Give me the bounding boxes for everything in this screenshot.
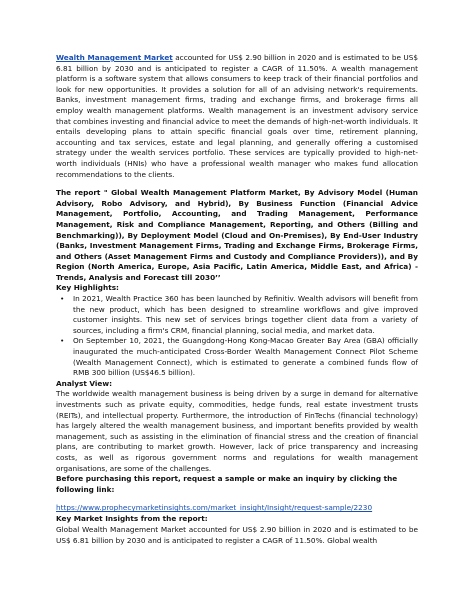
analyst-view-heading: Analyst View: [56, 378, 113, 388]
key-insights-paragraph: Global Wealth Management Market accounted for US$ 2.90 billion in 2020 and is estimated to be US$ 6.81 billion by 2030 and is anticipated to register a CAGR of 11.50%. Global wealth [56, 524, 418, 545]
bullet-icon: • [60, 336, 65, 346]
document-page [56, 53, 418, 546]
list-item [56, 294, 418, 336]
sample-request-link[interactable]: https://www.prophecymarketinsights.com/market_insight/Insight/request-sample/2230 [56, 503, 373, 513]
key-highlights-heading: Key Highlights: [56, 283, 119, 293]
key-highlights-list [56, 294, 418, 379]
bullet-icon: • [60, 294, 65, 304]
intro-text: accounted for US$ 2.90 billion in 2020 and is estimated to be US$ 6.81 billion by 2030 and is anticipated to register a CAGR of 11.50%. A wealth management platform is a software system that allows consumers to keep track of their financial portfolios and look for new opportunities. It provides a solution for all of an advising network's requirements. Banks, investment management firms, trading and exchange firms, and brokerage firms all employ wealth management platforms. Wealth management is an investment advisory service that combines investing and financial advice to meet the demands of high-net-worth individuals. It entails developing plans to attain specific financial goals over time, retirement planning, accounting and tax services, estate and legal planning, and generally offering a customised strategy under the wealth services portfolio. These services are typically provided to high-net-worth individuals (HNIs) who have a professional wealth manager who makes fund allocation recommendations to the clients. [56, 53, 419, 179]
analyst-view-paragraph: The worldwide wealth management business is being driven by a surge in demand for alternative investments such as private equity, commodities, hedge funds, real estate investment trusts (REITs), and intellectual property. Furthermore, the introduction of FinTechs (financial technology) has largely altered the wealth management business, and important benefits provided by wealth management, such as assisting in the elimination of financial stress and the creation of financial plans, are contributing to market growth. However, lack of price transparency and increasing costs, as well as rigorous government norms and regulations for wealth management organisations, are some of the challenges. [56, 389, 418, 473]
report-title: The report " Global Wealth Management Platform Market, By Advisory Model (Human Advisory, Robo Advisory, and Hybrid), By Business Function (Financial Advice Management, Portfolio, Accounting, and Trading Management, Performance Management, Risk and Compliance Management, Reporting, and Others (Billing and Benchmarking)), By Deployment Model (Cloud and On-Premises), By End-User Industry (Banks, Investment Management Firms, Trading and Exchange Firms, Brokerage Firms, and Others (Asset Management Firms and Custody and Compliance Providers)), and By Region (North America, Europe, Asia Pacific, Latin America, Middle East, and Africa) - Trends, Analysis and Forecast till 2030’’ [56, 188, 418, 282]
intro-paragraph [56, 53, 418, 180]
key-insights-heading: Key Market Insights from the report: [56, 514, 208, 524]
cta-text: Before purchasing this report, request a sample or make an inquiry by clicking the following link: [56, 474, 398, 494]
list-item [56, 336, 418, 378]
list-item-text: In 2021, Wealth Practice 360 has been launched by Refinitiv. Wealth advisors will benefit from the new product, which has been designed to streamline workflows and give improved customer insights. This new set of services brings together client data from a variety of sources, including a firm's CRM, financial planning, social media, and market data. [73, 294, 418, 335]
market-link[interactable]: Wealth Management Market [56, 53, 173, 62]
list-item-text: On September 10, 2021, the Guangdong-Hong Kong-Macao Greater Bay Area (GBA) officially inaugurated the much-anticipated Cross-Border Wealth Management Connect Pilot Scheme (Wealth Management Connect), which is estimated to generate a combined funds flow of RMB 300 billion (US$46.5 billion). [73, 336, 418, 378]
